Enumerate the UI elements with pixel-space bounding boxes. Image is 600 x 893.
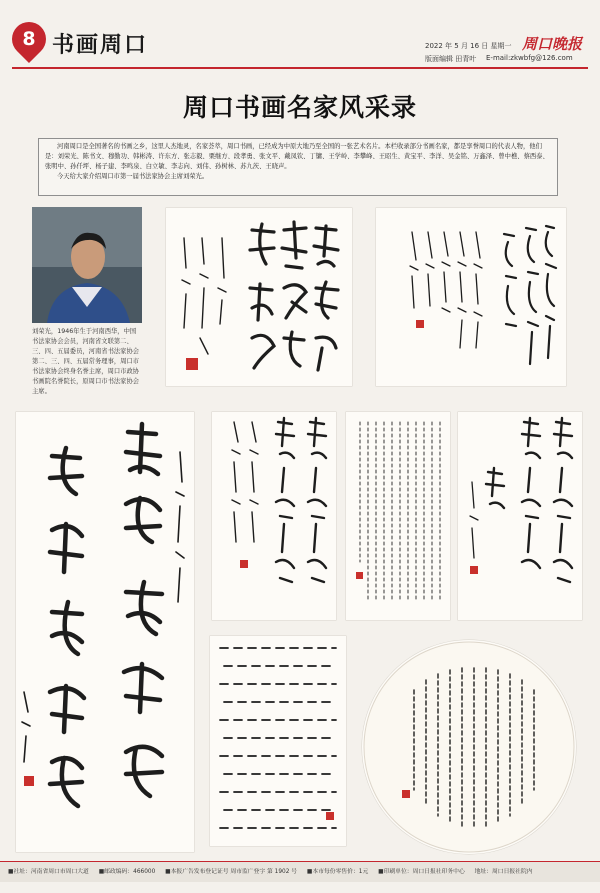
calligraphy-artwork-5 xyxy=(346,412,450,620)
footer-print-address: 地址：周口日报社院内 xyxy=(474,869,533,875)
artist-caption: 刘荣光，1946年生于河南西华，中国书法家协会会员，河南省文联第二、三、四、五届委员，河南省书法家协会第二、三、四、五届常务理事，周口市书法家协会终身名誉主席，周口市政协书画院名誉院长，原周口市书法家协会主席。 xyxy=(32,328,140,395)
calligraphy-artwork-3 xyxy=(16,412,194,852)
calligraphy-artwork-6 xyxy=(458,412,582,620)
intro-paragraph: 今天给大家介绍周口市第一届书法家协会主席刘荣光。 xyxy=(57,173,209,180)
article-title: 周口书画名家风采录 xyxy=(182,93,417,122)
calligraphy-artwork-2 xyxy=(376,208,566,386)
artist-photo xyxy=(32,207,142,323)
footer-postcode: ■邮政编码：466000 xyxy=(98,869,156,875)
calligraphy-artwork-1 xyxy=(166,208,352,386)
intro-paragraph: 河南周口是全国著名的书画之乡，这里人杰地灵，名家荟萃，周口书画，已经成为中原大地乃至全国的一张艺术名片。本栏收录部分书画名家，都是享誉周口的代表人物，他们是：刘荣光、陈书文、穆勤功、韩彬涛、许东方、张志毅、栗继方、段孝勇、张文平、戴凤钦、丁镛、王学岭、李攀峰、王昭生、黄宝平、李洋、吴金铭、万鑫泽、曾中樵、蔡西泰、张明中、孙仟坪、杨子建、李鸣泉、白立敏、李志向、刘伟、孙树林、苏九茨、王晓声。 xyxy=(45,143,549,170)
page-footer xyxy=(0,861,600,882)
footer-license: ■本报广告发布登记证号 周市监广登字 第 1902 号 xyxy=(165,869,298,875)
calligraphy-artwork-7 xyxy=(210,636,346,846)
footer-price: ■本市每份零售价：1元 xyxy=(306,869,369,875)
intro-box xyxy=(38,138,558,196)
issue-date: 2022 年 5 月 16 日 星期一 xyxy=(425,42,512,50)
newspaper-logo: 周口晚报 xyxy=(522,35,583,53)
calligraphy-artwork-4 xyxy=(212,412,336,620)
header-divider xyxy=(12,67,588,69)
contact-email[interactable]: E-mail:zkwbfg@126.com xyxy=(486,54,573,62)
footer-printer: ■印刷单位：周口日报社印务中心 xyxy=(378,869,465,875)
page-number: 8 xyxy=(22,28,36,50)
footer-address: ■社址：河南省周口市周口大道 xyxy=(8,869,89,875)
calligraphy-artwork-8 xyxy=(362,640,576,854)
page-editor: 版面编辑 田青叶 xyxy=(425,55,477,63)
section-title: 书画周口 xyxy=(52,32,149,58)
